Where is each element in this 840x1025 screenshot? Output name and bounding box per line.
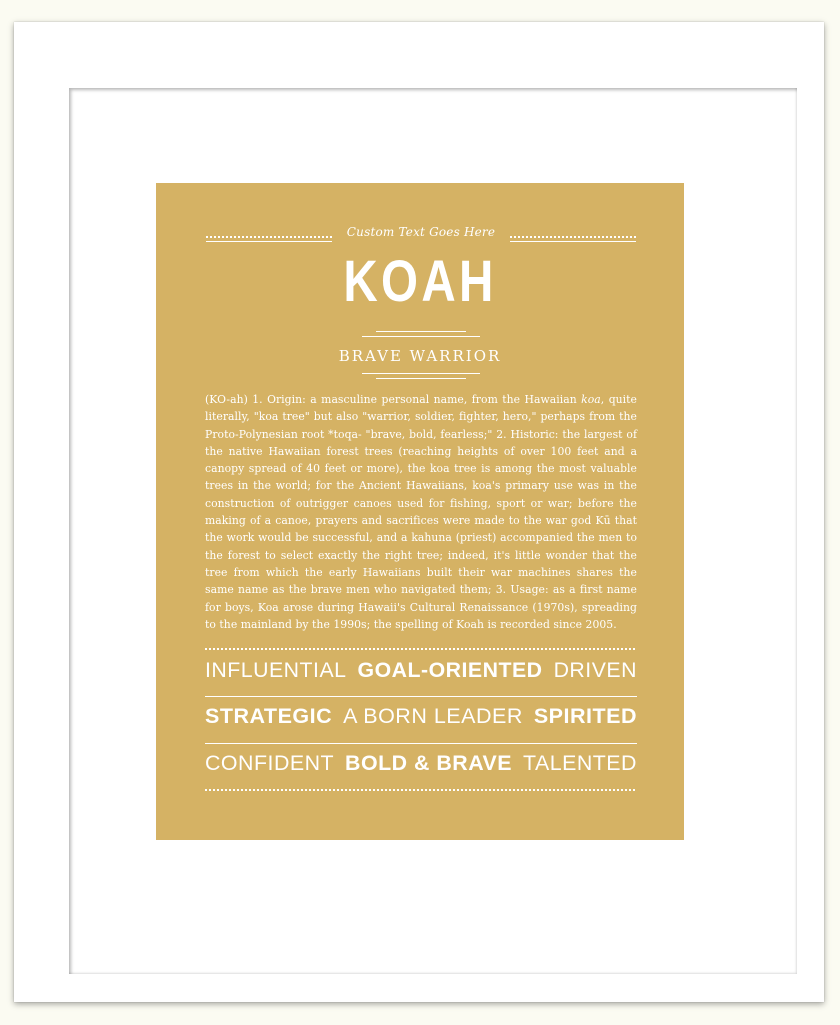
custom-text-row (206, 223, 636, 247)
trait-talented: TALENTED (523, 751, 637, 775)
definition-text-a: (KO-ah) 1. Origin: a masculine personal name, from the Hawaiian (205, 393, 582, 406)
custom-text: Custom Text Goes Here (346, 225, 496, 239)
name-print (156, 183, 684, 840)
name-definition (205, 391, 637, 633)
traits-divider-bottom (205, 789, 635, 791)
trait-row-3 (205, 751, 637, 785)
meaning-rule-bottom (376, 378, 466, 379)
trait-born-leader: A BORN LEADER (343, 704, 523, 728)
trait-strategic: STRATEGIC (205, 704, 333, 728)
trait-row-2 (205, 704, 637, 738)
trait-row-1 (205, 658, 637, 692)
trait-confident: CONFIDENT (205, 751, 335, 775)
trait-spirited: SPIRITED (533, 704, 637, 728)
trait-goal-oriented: GOAL-ORIENTED (357, 658, 543, 682)
trait-driven: DRIVEN (553, 658, 637, 682)
definition-text-b: , quite literally, "koa tree" but also "warrior, soldier, fighter, hero," perhaps from the Proto-Polynesian root *toqa- "brave, bold, fearless;" 2. Historic: the largest of the native Hawaiian forest trees (reaching heights of over 100 feet and a canopy spread of 40 feet or more), the koa tree is among the most valuable trees in the world; for the Ancient Hawaiians, koa's primary use was in the construction of outrigger canoes used for fishing, sport or war; before the making of a canoe, prayers and sacrifices were made to the war god Kū that the work would be successful, and a kahuna (priest) accompanied the men to the forest to select exactly the right tree; indeed, it's little wonder that the tree from which the early Hawaiians built their war machines shares the same name as the brave men who navigated them; 3. Usage: as a first name for boys, Koa arose during Hawaii's Cultural Renaissance (1970s), spreading to the mainland by the 1990s; the spelling of Koah is recorded since 2005. (205, 393, 637, 631)
meaning-rule-top (362, 373, 480, 374)
trait-influential: INFLUENTIAL (205, 658, 347, 682)
definition-koa-italic: koa (581, 393, 601, 406)
traits-divider-top (205, 648, 635, 650)
trait-rule-1 (205, 696, 637, 697)
name-title: KOAH (343, 249, 497, 314)
name-meaning: BRAVE WARRIOR (338, 347, 502, 365)
name-rule-bottom (362, 336, 480, 337)
trait-rule-2 (205, 743, 637, 744)
trait-bold-brave: BOLD & BRAVE (345, 751, 513, 775)
name-rule-top (376, 331, 466, 332)
dotted-divider-right (510, 236, 636, 238)
